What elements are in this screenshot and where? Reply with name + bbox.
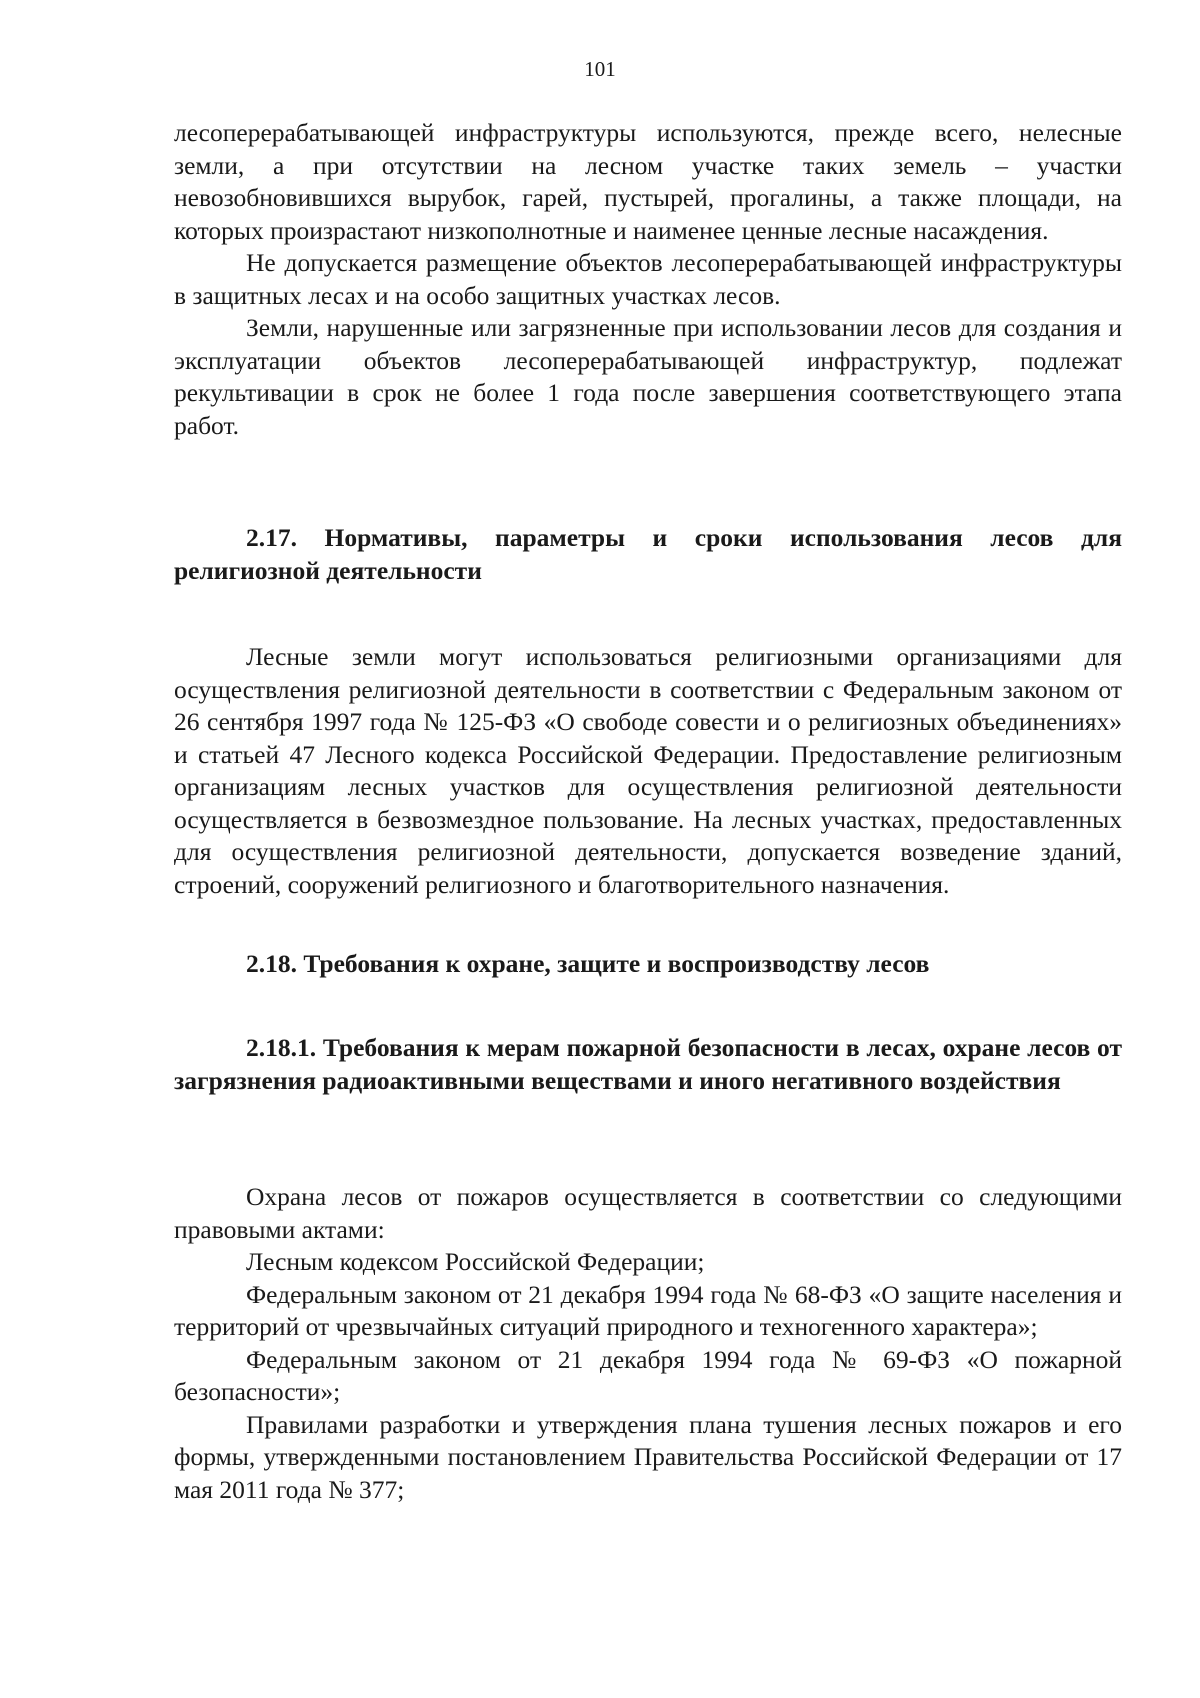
paragraph: Правилами разработки и утверждения плана тушения лесных пожаров и его формы, утвержденными постановлением Правительства Российской Федерации от 17 мая 2011 года № 377; [174,1409,1122,1504]
section-2-17-body [174,641,1122,901]
paragraph: Не допускается размещение объектов лесоперерабатывающей инфраструктуры в защитных лесах и на особо защитных участках лесов. [174,248,1122,310]
section-heading: 2.18. Требования к охране, защите и воспроизводству лесов [246,949,930,978]
paragraph: Федеральным законом от 21 декабря 1994 года № 69-ФЗ «О пожарной безопасности»; [174,1344,1122,1406]
paragraph: Лесным кодексом Российской Федерации; [246,1247,705,1276]
paragraph: лесоперерабатывающей инфраструктуры используются, прежде всего, нелесные земли, а при отсутствии на лесном участке таких земель – участки невозобновившихся вырубок, гарей, пустырей, прогалины, а также площади, на которых произрастают низкополнотные и наименее ценные лесные насаждения. [174,118,1122,245]
section-2-18-1-body [174,1181,1122,1506]
section-2-18-heading-block [174,948,1122,981]
section-2-17-heading-block [174,522,1122,587]
paragraph: Земли, нарушенные или загрязненные при использовании лесов для создания и эксплуатации объектов лесоперерабатывающей инфраструктур, подлежат рекультивации в срок не более 1 года после завершения соответствующего этапа работ. [174,313,1122,440]
paragraph: Федеральным законом от 21 декабря 1994 года № 68-ФЗ «О защите населения и территорий от чрезвычайных ситуаций природного и техногенного характера»; [174,1279,1122,1341]
paragraph: Лесные земли могут использоваться религиозными организациями для осуществления религиозной деятельности в соответствии с Федеральным законом от 26 сентября 1997 года № 125-ФЗ «О свободе совести и о религиозных объединениях» и статьей 47 Лесного кодекса Российской Федерации. Предоставление религиозным организациям лесных участков для осуществления религиозной деятельности осуществляется в безвозмездное пользование. На лесных участках, предоставленных для осуществления религиозной деятельности, допускается возведение зданий, строений, сооружений религиозного и благотворительного назначения. [174,642,1122,899]
section-2-18-1-heading-block [174,1032,1122,1097]
section-heading: 2.17. Нормативы, параметры и сроки использования лесов для религиозной деятельности [174,523,1122,585]
page-number: 101 [584,57,616,81]
subsection-heading: 2.18.1. Требования к мерам пожарной безопасности в лесах, охране лесов от загрязнения радиоактивными веществами и иного негативного воздействия [174,1033,1122,1095]
paragraph: Охрана лесов от пожаров осуществляется в соответствии со следующими правовыми актами: [174,1182,1122,1244]
text-block-infrastructure [174,117,1122,442]
